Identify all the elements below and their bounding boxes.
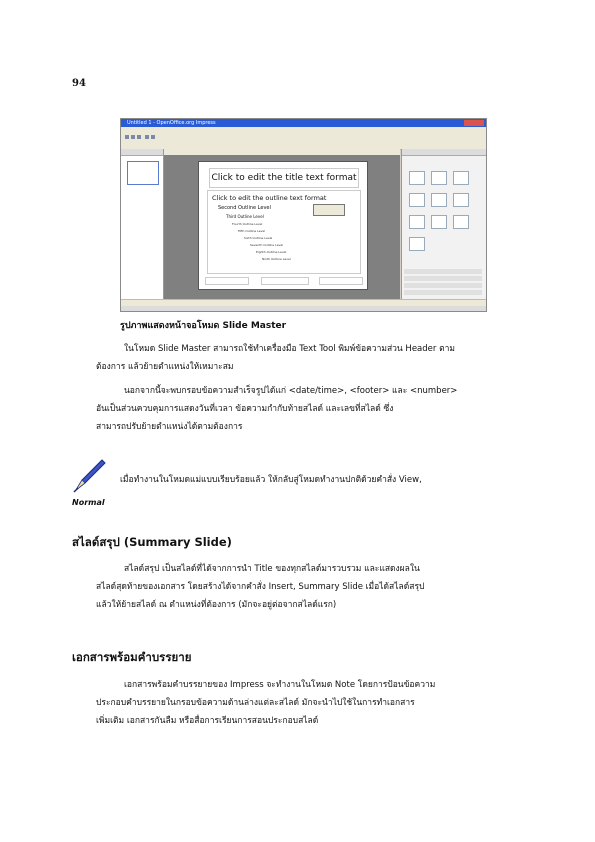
slides-pane [121,149,164,299]
paragraph-line: ในโหมด Slide Master สามารถใช้ทำเครื่องมือ Text Tool พิมพ์ข้อความส่วน Header ตาม [124,344,455,354]
paragraph-summary [96,560,506,614]
new-icon [125,135,129,139]
layout-thumb [453,171,469,185]
outline-level-5: Fifth Outline Level [238,229,266,233]
footer-area [261,277,309,285]
paragraph-line: แล้วให้ย้ายสไลด์ ณ ตำแหน่งที่ต้องการ (มักจะอยู่ต่อจากสไลด์แรก) [96,600,337,610]
impress-screenshot [120,118,487,312]
layout-thumb [409,193,425,207]
window-buttons [464,120,484,126]
paragraph-placeholders [96,382,506,436]
layout-thumb [409,215,425,229]
paragraph-line: เพิ่มเติม เอกสารกันลืม หรือสื่อการเรียนการสอนประกอบสไลด์ [96,716,319,726]
layout-thumb [431,171,447,185]
pencil-icon [72,458,106,494]
outline-placeholder [207,190,361,274]
paragraph-line: อันเป็นส่วนควบคุมการแสดงวันที่เวลา ข้อความกำกับท้ายสไลด์ และเลขที่สไลด์ ซึ่ง [96,404,394,414]
outline-level-7: Seventh Outline Level [250,243,284,247]
outline-level-1: Click to edit the outline text format [212,194,327,202]
paragraph-slide-master [96,340,506,376]
paragraph-notes [96,676,506,730]
layout-thumb [431,193,447,207]
print-icon [145,135,149,139]
tasks-pane-header [402,149,487,156]
status-bar [121,306,486,311]
tasks-section-row [404,290,482,295]
window-title-bar: Untitled 1 - OpenOffice.org Impress [121,119,486,127]
tasks-pane [401,149,487,299]
paragraph-line: ต้องการ แล้วย้ายตำแหน่งให้เหมาะสม [96,362,234,372]
tasks-pane-sections [404,269,482,297]
layout-thumb [453,215,469,229]
paragraph-line: สไลด์สรุป เป็นสไลด์ที่ได้จากการนำ Title ของทุกสไลด์มารวบรวม และแสดงผลใน [124,564,420,574]
paragraph-line: สามารถปรับย้ายตำแหน่งได้ตามต้องการ [96,422,243,432]
tasks-section-row [404,269,482,274]
layout-thumb [431,215,447,229]
slide-workspace [164,149,400,299]
layout-thumb [453,193,469,207]
outline-level-8: Eighth Outline Level [256,250,287,254]
outline-level-2: Second Outline Level [218,205,271,211]
outline-level-4: Fourth Outline Level [232,222,263,226]
layouts-grid [406,169,476,257]
outline-level-9: Ninth Outline Level [262,257,291,261]
paragraph-line: นอกจากนี้จะพบกรอบข้อความสำเร็จรูปได้แก่ <date/time>, <footer> และ <number> [124,386,458,396]
section-heading-summary: สไลด์สรุป (Summary Slide) [72,535,232,549]
spellcheck-icon [151,135,155,139]
slides-pane-header [121,149,163,156]
tasks-section-row [404,276,482,281]
save-icon [137,135,141,139]
master-view-toolbar [313,204,345,216]
outline-level-3: Third Outline Level [226,214,264,219]
section-heading-notes: เอกสารพร้อมคำบรรยาย [72,650,192,664]
note-text-continued: Normal [72,498,105,507]
number-area [319,277,363,285]
outline-level-6: Sixth Outline Level [244,236,273,240]
page-number: 94 [72,78,86,89]
layout-thumb [409,171,425,185]
note-text: เมื่อทำงานในโหมดแม่แบบเรียบร้อยแล้ว ให้กลับสู่โหมดทำงานปกติด้วยคำสั่ง View, [120,475,422,485]
view-tabs [164,149,400,155]
open-icon [131,135,135,139]
master-slide [198,161,368,290]
paragraph-line: เอกสารพร้อมคำบรรยายของ Impress จะทำงานในโหมด Note โดยการป้อนข้อความ [124,680,436,690]
paragraph-line: สไลด์สุดท้ายของเอกสาร โดยสร้างได้จากคำสั่ง Insert, Summary Slide เมื่อได้สไลด์สรุป [96,582,425,592]
paragraph-line: ประกอบคำบรรยายในกรอบข้อความด้านล่างแต่ละสไลด์ มักจะนำไปใช้ในการทำเอกสาร [96,698,415,708]
tasks-section-row [404,283,482,288]
layout-thumb [409,237,425,251]
slide-title-placeholder: Click to edit the title text format [209,168,359,188]
slide-thumbnail [127,161,159,185]
figure-caption: รูปภาพแสดงหน้าจอโหมด Slide Master [120,321,287,331]
date-area [205,277,249,285]
